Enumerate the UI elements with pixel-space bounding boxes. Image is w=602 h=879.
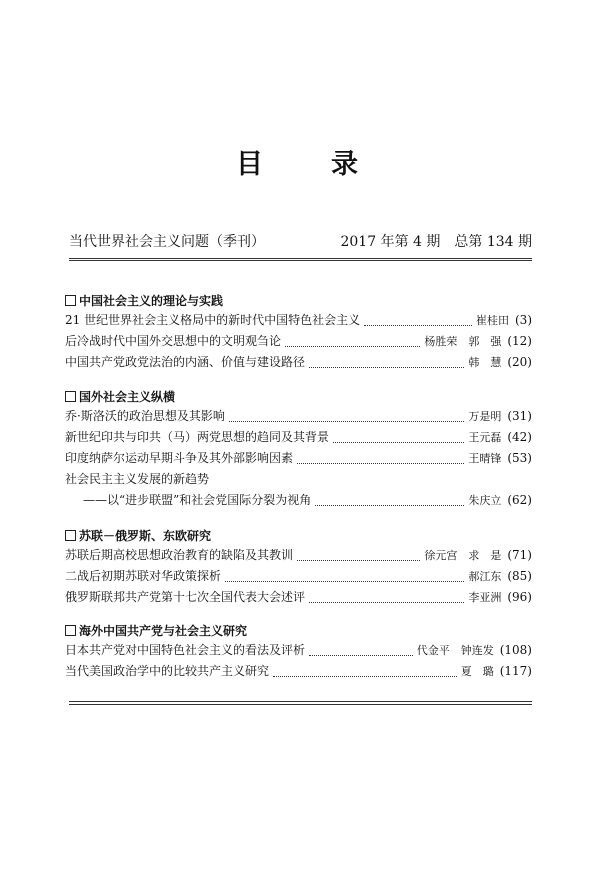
entry-author: 郝江东 (468, 570, 502, 583)
entry-page: (71) (507, 548, 532, 562)
toc-title (0, 147, 602, 187)
toc-entry[interactable] (65, 641, 532, 659)
checkbox-square-icon (65, 530, 76, 541)
total-issue: 总第 134 期 (454, 234, 532, 250)
toc-entry[interactable] (65, 449, 532, 467)
issue-number: 2017 年第 4 期 (340, 234, 441, 250)
section-heading: 中国社会主义的理论与实践 (65, 293, 223, 309)
leader-dots (309, 357, 464, 368)
entry-page: (96) (507, 590, 532, 604)
leader-dots (364, 315, 472, 326)
header-rule-bottom (69, 260, 532, 261)
checkbox-square-icon (65, 295, 76, 306)
entry-title: 苏联后期高校思想政治教育的缺陷及其教训 (65, 548, 294, 562)
leader-dots (309, 645, 413, 656)
entry-author: 王晴锋 (468, 452, 502, 465)
leader-dots (285, 336, 420, 347)
entry-title: 社会民主主义发展的新趋势 (65, 472, 210, 486)
toc-entry[interactable] (65, 588, 532, 606)
toc-entry[interactable] (65, 332, 532, 350)
entry-page: (117) (499, 664, 532, 678)
toc-entry[interactable] (65, 567, 532, 585)
leader-dots (333, 432, 464, 443)
leader-dots (297, 453, 464, 464)
entry-author: 李亚洲 (468, 591, 502, 604)
checkbox-square-icon (65, 625, 76, 636)
entry-author: 徐元宫 求 是 (424, 549, 502, 562)
issue-info (340, 232, 532, 252)
checkbox-square-icon (65, 391, 76, 402)
footer-rule-top (69, 701, 532, 702)
entry-author: 韩 慧 (468, 356, 502, 369)
entry-author: 万是明 (468, 410, 502, 423)
entry-title: 21 世纪世界社会主义格局中的新时代中国特色社会主义 (65, 313, 361, 327)
entry-page: (42) (507, 430, 532, 444)
section-heading: 苏联－俄罗斯、东欧研究 (65, 528, 211, 544)
entry-title: 中国共产党政党法治的内涵、价值与建设路径 (65, 355, 306, 369)
footer-rule-bottom (69, 704, 532, 705)
header-rule-top (69, 258, 532, 259)
journal-name: 当代世界社会主义问题（季刊） (69, 234, 265, 250)
toc-entry[interactable] (65, 470, 209, 488)
toc-entry[interactable] (65, 353, 532, 371)
toc-entry-subtitle[interactable] (83, 491, 532, 509)
leader-dots (309, 592, 464, 603)
entry-title: 乔·斯洛沃的政治思想及其影响 (65, 409, 225, 423)
entry-subtitle: ——以“进步联盟”和社会党国际分裂为视角 (83, 493, 312, 507)
section-heading: 海外中国共产党与社会主义研究 (65, 623, 247, 639)
entry-page: (108) (499, 643, 532, 657)
masthead (69, 232, 532, 252)
toc-entry[interactable] (65, 407, 532, 425)
entry-title: 二战后初期苏联对华政策探析 (65, 569, 222, 583)
entry-title: 印度纳萨尔运动早期斗争及其外部影响因素 (65, 451, 294, 465)
entry-author: 王元磊 (468, 431, 502, 444)
leader-dots (225, 571, 464, 582)
entry-author: 杨胜荣 郭 强 (424, 335, 502, 348)
entry-page: (53) (507, 451, 532, 465)
toc-entry[interactable] (65, 428, 532, 446)
entry-page: (85) (507, 569, 532, 583)
entry-title: 当代美国政治学中的比较共产主义研究 (65, 664, 270, 678)
leader-dots (297, 550, 420, 561)
leader-dots (315, 495, 464, 506)
entry-page: (3) (515, 313, 532, 327)
leader-dots (273, 666, 457, 677)
entry-page: (20) (507, 355, 532, 369)
entry-author: 朱庆立 (468, 494, 502, 507)
toc-entry[interactable] (65, 662, 532, 680)
entry-title: 俄罗斯联邦共产党第十七次全国代表大会述评 (65, 590, 306, 604)
entry-title: 后冷战时代中国外交思想中的文明观刍论 (65, 334, 282, 348)
entry-page: (62) (507, 493, 532, 507)
entry-author: 夏 璐 (460, 665, 494, 678)
title-char-2: 录 (331, 149, 358, 180)
section-heading: 国外社会主义纵横 (65, 389, 175, 405)
leader-dots (229, 411, 465, 422)
entry-page: (31) (507, 409, 532, 423)
entry-title: 日本共产党对中国特色社会主义的看法及评析 (65, 643, 306, 657)
entry-author: 代金平 钟连发 (416, 644, 494, 657)
entry-author: 崔桂田 (476, 314, 509, 327)
entry-page: (12) (507, 334, 532, 348)
entry-title: 新世纪印共与印共（马）两党思想的趋同及其背景 (65, 430, 330, 444)
toc-entry[interactable] (65, 546, 532, 564)
title-char-1: 目 (236, 149, 263, 180)
toc-entry[interactable] (65, 311, 532, 329)
